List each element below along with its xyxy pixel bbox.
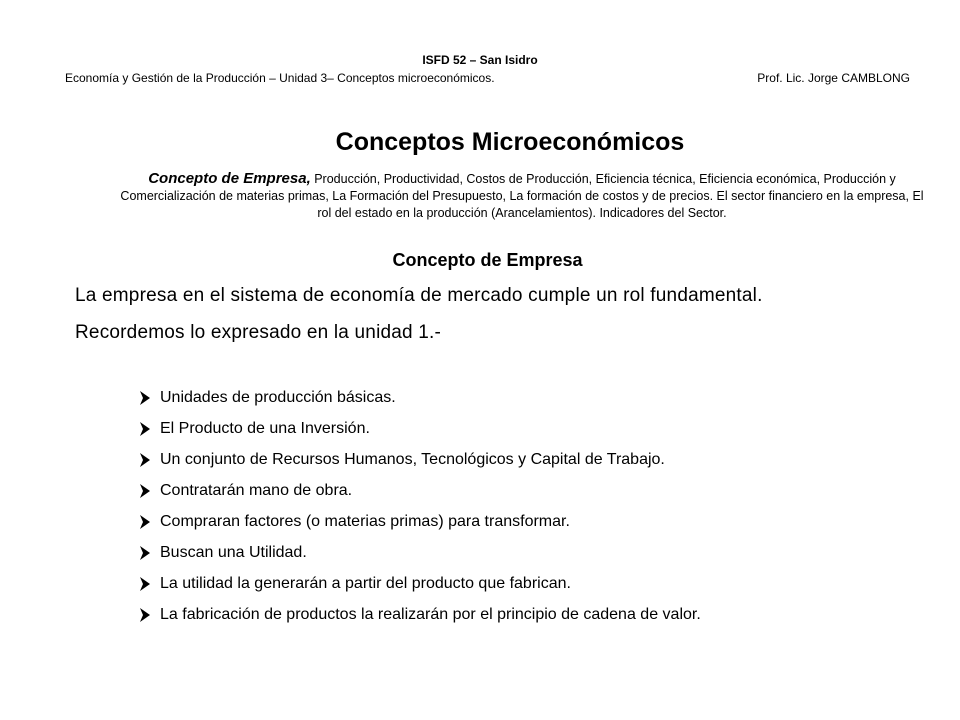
- list-item: Buscan una Utilidad.: [138, 537, 701, 568]
- arrow-bullet-icon: [138, 389, 160, 407]
- bullet-list: [138, 382, 701, 630]
- list-item: El Producto de una Inversión.: [138, 413, 701, 444]
- page-title: Conceptos Microeconómicos: [335, 128, 685, 156]
- arrow-bullet-icon: [138, 420, 160, 438]
- topics-rest: Producción, Productividad, Costos de Producción, Eficiencia técnica, Eficiencia económica, Producción y Comercialización de materias primas, La Formación del Presupuesto, La formación de costos y de precios. El sector financiero en la empresa, El rol del estado en la producción (Arancelamientos). Indicadores del Sector.: [120, 172, 924, 220]
- list-item: Compraran factores (o materias primas) para transformar.: [138, 506, 701, 537]
- school-name: ISFD 52 – San Isidro: [422, 53, 538, 67]
- arrow-bullet-icon: [138, 482, 160, 500]
- list-item: La fabricación de productos la realizarán por el principio de cadena de valor.: [138, 599, 701, 630]
- course-title: Economía y Gestión de la Producción – Unidad 3– Conceptos microeconómicos.: [65, 71, 495, 85]
- arrow-bullet-icon: [138, 451, 160, 469]
- list-item: La utilidad la generarán a partir del producto que fabrican.: [138, 568, 701, 599]
- arrow-bullet-icon: [138, 575, 160, 593]
- list-item: Unidades de producción básicas.: [138, 382, 701, 413]
- paragraph-2: Recordemos lo expresado en la unidad 1.-: [75, 322, 442, 343]
- section-subtitle: Concepto de Empresa: [392, 250, 583, 270]
- list-item: Un conjunto de Recursos Humanos, Tecnológicos y Capital de Trabajo.: [138, 444, 701, 475]
- arrow-bullet-icon: [138, 544, 160, 562]
- header-line: [65, 71, 910, 85]
- topics-lead: Concepto de Empresa,: [148, 170, 311, 187]
- arrow-bullet-icon: [138, 606, 160, 624]
- list-item: Contratarán mano de obra.: [138, 475, 701, 506]
- arrow-bullet-icon: [138, 513, 160, 531]
- professor-name: Prof. Lic. Jorge CAMBLONG: [757, 71, 910, 85]
- paragraph-1: La empresa en el sistema de economía de mercado cumple un rol fundamental.: [75, 285, 763, 306]
- topics-summary: [112, 170, 932, 222]
